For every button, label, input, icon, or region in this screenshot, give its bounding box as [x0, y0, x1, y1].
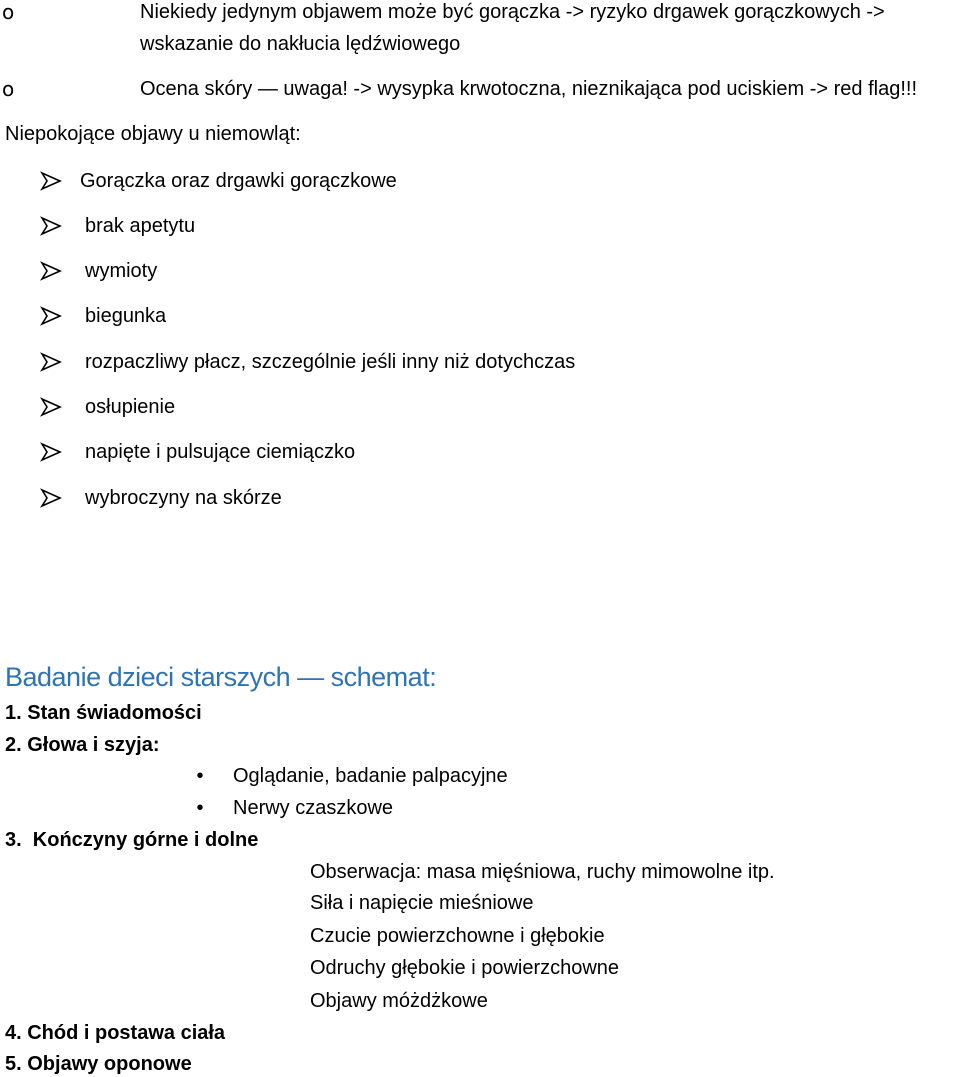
circle-bullet-icon: o — [2, 0, 15, 24]
symptom-item: wymioty — [85, 260, 158, 282]
step-3-item: Odruchy głębokie i powierzchowne — [310, 957, 620, 979]
symptom-item: rozpaczliwy płacz, szczególnie jeśli inny niż dotychczas — [85, 351, 576, 373]
symptom-item: biegunka — [85, 305, 167, 327]
step-3: 3. Kończyny górne i dolne — [5, 829, 259, 851]
arrowhead-bullet-icon — [40, 352, 62, 372]
dot-bullet-icon: • — [196, 765, 204, 787]
symptom-item: osłupienie — [85, 396, 176, 418]
arrowhead-bullet-icon — [40, 442, 62, 462]
symptom-item: brak apetytu — [85, 215, 196, 237]
arrowhead-bullet-icon — [40, 488, 62, 508]
arrowhead-bullet-icon — [40, 397, 62, 417]
list-item: Niekiedy jedynym objawem może być gorączka -> ryzyko drgawek gorączkowych -> — [140, 1, 885, 23]
section-title: Niepokojące objawy u niemowląt: — [5, 123, 301, 145]
step-2: 2. Głowa i szyja: — [5, 734, 160, 756]
circle-bullet-icon: o — [2, 77, 15, 101]
step-4: 4. Chód i postawa ciała — [5, 1022, 226, 1044]
arrowhead-bullet-icon — [40, 261, 62, 281]
step-3-item: Siła i napięcie mieśniowe — [310, 892, 534, 914]
step-5: 5. Objawy oponowe — [5, 1053, 192, 1075]
step-2-item: Nerwy czaszkowe — [233, 797, 394, 819]
dot-bullet-icon: • — [196, 797, 204, 819]
step-1: 1. Stan świadomości — [5, 702, 202, 724]
symptom-item: Gorączka oraz drgawki gorączkowe — [80, 170, 397, 192]
arrowhead-bullet-icon — [40, 171, 62, 191]
symptom-item: wybroczyny na skórze — [85, 487, 282, 509]
symptom-item: napięte i pulsujące ciemiączko — [85, 441, 356, 463]
arrowhead-bullet-icon — [40, 216, 62, 236]
step-3-item: Czucie powierzchowne i głębokie — [310, 925, 605, 947]
step-3-item: Objawy móżdżkowe — [310, 990, 488, 1012]
section-heading: Badanie dzieci starszych — schemat: — [5, 662, 437, 692]
step-3-item: Obserwacja: masa mięśniowa, ruchy mimowolne itp. — [310, 861, 775, 883]
list-item-continued: wskazanie do nakłucia lędźwiowego — [140, 33, 461, 55]
list-item: Ocena skóry — uwaga! -> wysypka krwotoczna, nieznikająca pod uciskiem -> red flag!!! — [140, 78, 918, 100]
arrowhead-bullet-icon — [40, 306, 62, 326]
step-2-item: Oglądanie, badanie palpacyjne — [233, 765, 508, 787]
